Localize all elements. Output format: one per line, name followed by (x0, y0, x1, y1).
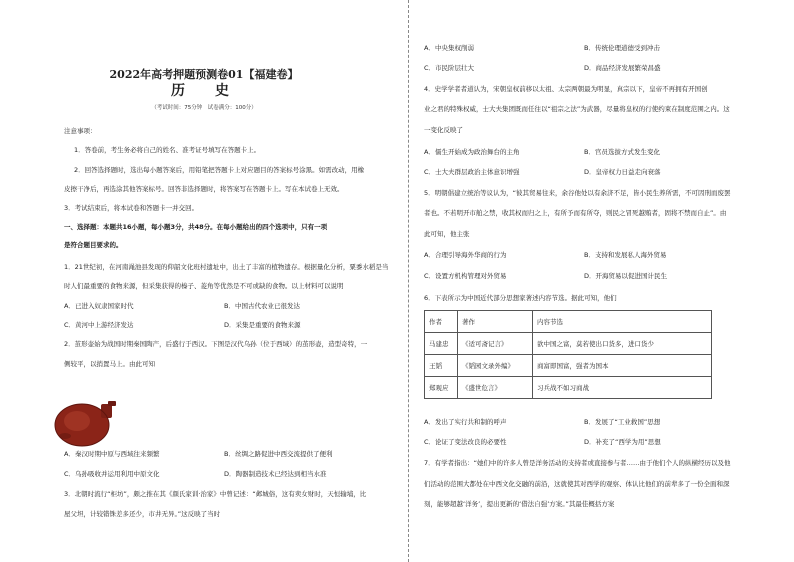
question-3-option-d[interactable]: D．商品经济发展繁荣昌盛 (584, 64, 661, 72)
question-2-option-a[interactable]: A．秦汉时期中原与西域往来频繁 (64, 450, 160, 458)
section-heading: 一、选择题：本题共16小题，每小题3分，共48分。在每小题给出的四个选项中，只有一项 (64, 223, 328, 231)
question-4-option-b[interactable]: B．官员选拔方式发生变化 (584, 148, 660, 156)
table-cell: 《适可斋记言》 (458, 333, 533, 355)
subject-title: 历 史 (171, 83, 237, 99)
table-header: 作者 (425, 311, 458, 333)
question-1-option-a[interactable]: A．已进入奴隶国家时代 (64, 302, 134, 310)
question-4-option-d[interactable]: D．皇帝权力日益走向衰落 (584, 168, 661, 176)
question-1-text: 1．21世纪初，在河南渑池县发现的仰韶文化班村遗址中，出土了丰富的植物遗存。根据量化分析，粟黍水稻是当 (64, 263, 389, 271)
question-1-text: 时人们最重要的食物来源，但采集获得的榛子、菱角等优然是不可或缺的食物。以上材料可以说明 (64, 282, 344, 290)
question-4-text: 一变化反映了 (424, 126, 463, 134)
question-3-option-a[interactable]: A．中央集权削弱 (424, 44, 474, 52)
question-6-option-a[interactable]: A．发出了实行共和制的呼声 (424, 418, 507, 426)
thinkers-table (424, 310, 712, 399)
question-5-option-b[interactable]: B．支持和发展私人海外贸易 (584, 251, 667, 259)
table-cell: 《盛世危言》 (458, 377, 533, 399)
question-5-text: 5．明朝倡建立统治等议认为，“彼其贸易往来，余谷他处以有余济不足，皆小民生养所需，不可因刑而废罢 (424, 189, 731, 197)
question-5-text: 此可知，他主张 (424, 230, 470, 238)
question-7-text: 们活动的范围大都处在中西文化交融的前沿，这就使其对西学的观察、体认比他们的前辈多了一份全面和深 (424, 480, 730, 488)
question-2-option-d[interactable]: D．陶器制造技术已经达到相当水准 (224, 470, 327, 478)
question-7-text: 刻，能够超越‘洋务’，提出更新的‘借法自强’方案。”其最佳概括方案 (424, 500, 615, 508)
note-item: 3．考试结束后，将本试卷和答题卡一并交回。 (64, 204, 199, 212)
table-row (425, 355, 712, 377)
question-4-option-c[interactable]: C．士大夫群层政治主体意识增强 (424, 168, 520, 176)
question-3-option-b[interactable]: B．传统伦理道德受到冲击 (584, 44, 660, 52)
table-cell: 《韬园文录外编》 (458, 355, 533, 377)
table-header: 内容节选 (533, 311, 712, 333)
question-6-option-d[interactable]: D．补充了“西学为用”思想 (584, 438, 661, 446)
question-5-option-a[interactable]: A．合理引导海外华商的行为 (424, 251, 507, 259)
question-4-text: 4．史学学者者道认为，宋朝皇权前移以太祖、太宗两朝最为明显，真宗以下，皇帝不再拥有开国创 (424, 85, 708, 93)
question-4-option-a[interactable]: A．儒生开始成为政治舞台的主角 (424, 148, 520, 156)
table-header: 著作 (458, 311, 533, 333)
table-cell: 王韬 (425, 355, 458, 377)
section-heading: 是符合题目要求的。 (64, 241, 123, 249)
table-cell: 欲中国之富，莫若使出口货多，进口货少 (533, 333, 712, 355)
table-header-row (425, 311, 712, 333)
exam-title: 2022年高考押题预测卷01【福建卷】 (109, 68, 299, 81)
question-2-text: 2．茧形壶始为战国时期秦国陶产，后盛行于西汉。下图是汉代乌孙（位于西域）的茧形壶，造型奇特，一 (64, 340, 368, 348)
question-3-text: 屋父坦，计较错铢差多还少，市井无异。”这反映了当时 (64, 510, 221, 518)
cocoon-pot-image (48, 394, 126, 448)
question-1-option-d[interactable]: D．采集是重要的食物来源 (224, 321, 301, 329)
question-3-option-c[interactable]: C．市民阶层壮大 (424, 64, 475, 72)
table-cell: 郑观应 (425, 377, 458, 399)
question-3-text: 3．北朝时流行“柜坊”，颇之推在其《颜氏家训·治家》中曾记述：“邺城俗，这有卖女财时，天恒输埔，比 (64, 490, 367, 498)
question-2-option-b[interactable]: B．丝绸之路促进中西交流提供了便利 (224, 450, 333, 458)
notes-heading: 注意事项： (64, 127, 97, 135)
question-7-text: 7．有学者指出：“她们中的许多人曾是洋务活动的支持者或直接参与者……由于他们个人的纵横经历以及他 (424, 459, 731, 467)
question-5-option-d[interactable]: D．开海贸易以促进国计民生 (584, 272, 668, 280)
table-row (425, 377, 712, 399)
column-divider (408, 0, 409, 562)
question-6-option-b[interactable]: B．发展了“工业救国”思想 (584, 418, 661, 426)
table-row (425, 333, 712, 355)
question-5-text: 者也。不若明开市舶之禁，收其权而归之上，有所予而有所夺，则民之冒死越贿者，固将不禁而自止”。由 (424, 209, 727, 217)
table-cell: 习兵战不如习商战 (533, 377, 712, 399)
question-4-text: 业之君的特殊权威，士大夫集团既而任往以“祖宗之法”为武器，尽量将皇权的行使约束在制度范围之内。这 (424, 105, 730, 113)
question-6-text: 6．下表所示为中国近代部分思想家著述内容节选。据此可知，他们 (424, 294, 617, 302)
table-cell: 商富即国富，强者为国本 (533, 355, 712, 377)
question-6-option-c[interactable]: C．论证了变法改良的必要性 (424, 438, 507, 446)
question-2-text: 侧较平，以捎置马上。由此可知 (64, 360, 155, 368)
question-5-option-c[interactable]: C．设置方机构管理对外贸易 (424, 272, 507, 280)
note-item: 皮擦干净后，再选涂其他答案标号。回答非选择题时，将答案写在答题卡上。写在本试卷上无效。 (64, 185, 344, 193)
note-item: 1．答卷前，考生务必将自己的姓名、准考证号填写在答题卡上。 (74, 146, 261, 154)
question-1-option-b[interactable]: B．中国古代农业已很发达 (224, 302, 300, 310)
exam-info: （考试时间：75分钟 试卷满分：100分） (151, 105, 257, 111)
table-cell: 马建忠 (425, 333, 458, 355)
note-item: 2．回答选择题时，选出每小题答案后，用铅笔把答题卡上对应题目的答案标号涂黑。如需改动，用橡 (74, 166, 365, 174)
question-1-option-c[interactable]: C．黄河中上游经济发达 (64, 321, 134, 329)
question-2-option-c[interactable]: C．乌孙吸收并运用利用中原文化 (64, 470, 160, 478)
